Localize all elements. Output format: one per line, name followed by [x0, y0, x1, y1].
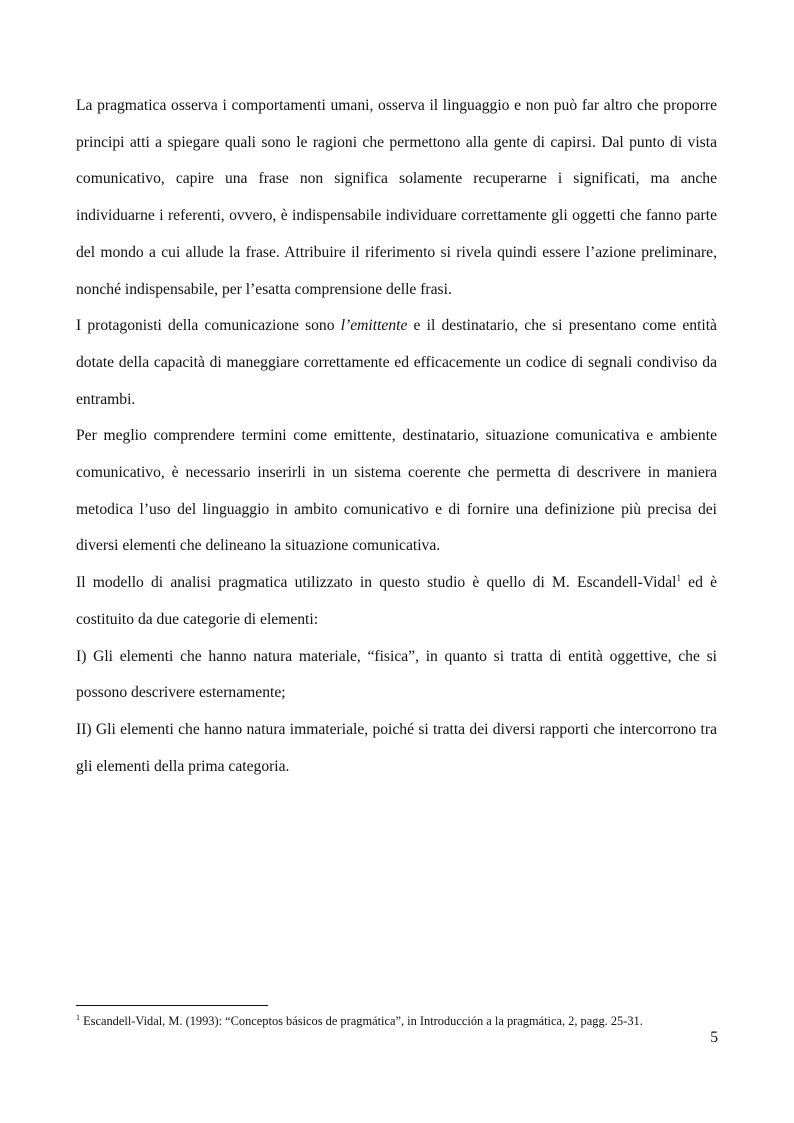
footnote-reference: 1 [676, 573, 681, 584]
paragraph-2-start: I protagonisti della comunicazione sono [76, 317, 341, 335]
paragraph-6: II) Gli elementi che hanno natura immateriale, poiché si tratta dei diversi rapporti che intercorrono tra gli elementi della prima categoria. [76, 720, 717, 775]
paragraph-2 [76, 308, 717, 418]
footnote-marker: 1 [76, 1013, 80, 1022]
paragraph-4-start: Il modello di analisi pragmatica utilizzato in questo studio è quello di M. Escandell-Vidal [76, 574, 677, 592]
paragraph-1: La pragmatica osserva i comportamenti umani, osserva il linguaggio e non può far altro che proporre principi atti a spiegare quali sono le ragioni che permettono alla gente di capirsi. Dal punto di vista comunicativo, capire una frase non significa solamente recuperarne i significati, ma anche individuarne i referenti, ovvero, è indispensabile individuare correttamente gli oggetti che fanno parte del mondo a cui allude la frase. Attribuire il riferimento si rivela quindi essere l’azione preliminare, nonché indispensabile, per l’esatta comprensione delle frasi. [76, 97, 717, 298]
footnote [76, 1013, 717, 1029]
footnote-separator [76, 1005, 268, 1006]
body-text [76, 88, 717, 785]
emphasis-emittente: l’emittente [340, 317, 408, 335]
page-number: 5 [710, 1029, 718, 1046]
footnote-text: Escandell-Vidal, M. (1993): “Conceptos básicos de pragmática”, in Introducción a la pragmática, 2, pagg. 25-31. [80, 1014, 643, 1028]
paragraph-2-end: e il destinatario, che si presentano come entità dotate della capacità di maneggiare correttamente ed efficacemente un codice di segnali condiviso da entrambi. [76, 317, 717, 408]
paragraph-3: Per meglio comprendere termini come emittente, destinatario, situazione comunicativa e ambiente comunicativo, è necessario inserirli in un sistema coerente che permetta di descrivere in maniera metodica l’uso del linguaggio in ambito comunicativo e di fornire una definizione più precisa dei diversi elementi che delineano la situazione comunicativa. [76, 427, 717, 555]
paragraph-4 [76, 565, 717, 638]
paragraph-4-end: ed è costituito da due categorie di elementi: [76, 574, 717, 628]
paragraph-5: I) Gli elementi che hanno natura materiale, “fisica”, in quanto si tratta di entità oggettive, che si possono descrivere esternamente; [76, 647, 717, 702]
